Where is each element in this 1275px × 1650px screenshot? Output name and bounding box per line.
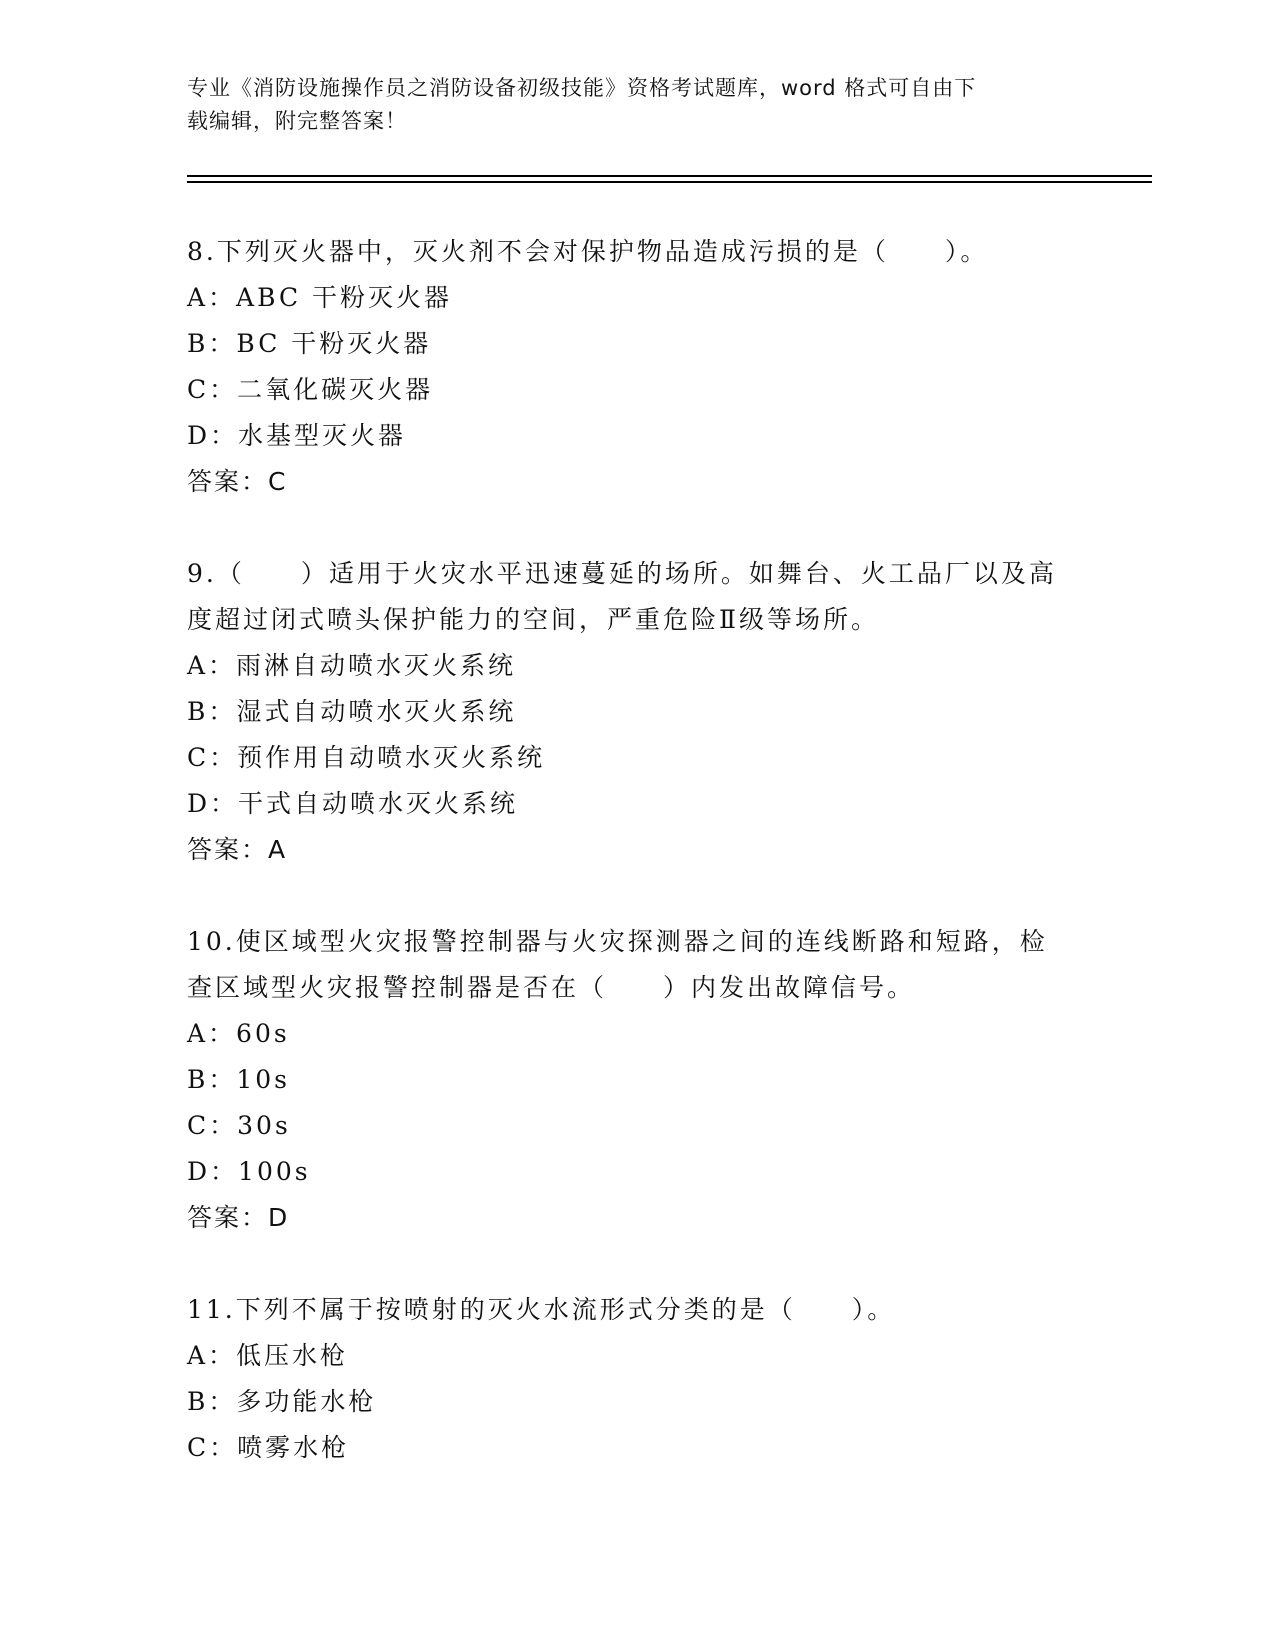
header-divider-bottom (187, 181, 1152, 183)
option-a: A：60s (187, 1019, 290, 1048)
option-d: D：100s (187, 1157, 311, 1186)
answer: 答案：A (187, 835, 288, 864)
question-8 (187, 229, 1087, 505)
option-b: B：湿式自动喷水灭火系统 (187, 697, 517, 726)
question-list (187, 229, 1087, 1517)
question-stem-continued: 查区域型火灾报警控制器是否在（ ）内发出故障信号。 (187, 973, 916, 1002)
document-header (187, 72, 1067, 138)
question-stem: 9.（ ）适用于火灾水平迅速蔓延的场所。如舞台、火工品厂以及高 (187, 559, 1057, 588)
option-b: B：BC 干粉灭火器 (187, 329, 432, 358)
header-divider-top (187, 175, 1152, 177)
option-c: C：30s (187, 1111, 291, 1140)
option-d: D：水基型灭火器 (187, 421, 407, 450)
option-c: C：二氧化碳灭火器 (187, 375, 434, 404)
answer: 答案：C (187, 467, 288, 496)
option-a: A：低压水枪 (187, 1341, 349, 1370)
question-stem-continued: 度超过闭式喷头保护能力的空间，严重危险Ⅱ级等场所。 (187, 605, 879, 634)
question-stem: 10.使区域型火灾报警控制器与火灾探测器之间的连线断路和短路，检 (187, 927, 1048, 956)
option-a: A：雨淋自动喷水灭火系统 (187, 651, 517, 680)
option-a: A：ABC 干粉灭火器 (187, 283, 453, 312)
option-c: C：喷雾水枪 (187, 1433, 350, 1462)
option-c: C：预作用自动喷水灭火系统 (187, 743, 546, 772)
question-11 (187, 1287, 1087, 1471)
question-stem: 8.下列灭火器中，灭火剂不会对保护物品造成污损的是（ ）。 (187, 237, 989, 266)
option-b: B：10s (187, 1065, 291, 1094)
header-line-1: 专业《消防设施操作员之消防设备初级技能》资格考试题库，word 格式可自由下 (187, 76, 977, 100)
option-b: B：多功能水枪 (187, 1387, 377, 1416)
question-stem: 11.下列不属于按喷射的灭火水流形式分类的是（ ）。 (187, 1295, 896, 1324)
question-9 (187, 551, 1087, 873)
question-10 (187, 919, 1087, 1241)
option-d: D：干式自动喷水灭火系统 (187, 789, 519, 818)
header-line-2: 载编辑，附完整答案！ (187, 109, 407, 133)
answer: 答案：D (187, 1203, 290, 1232)
